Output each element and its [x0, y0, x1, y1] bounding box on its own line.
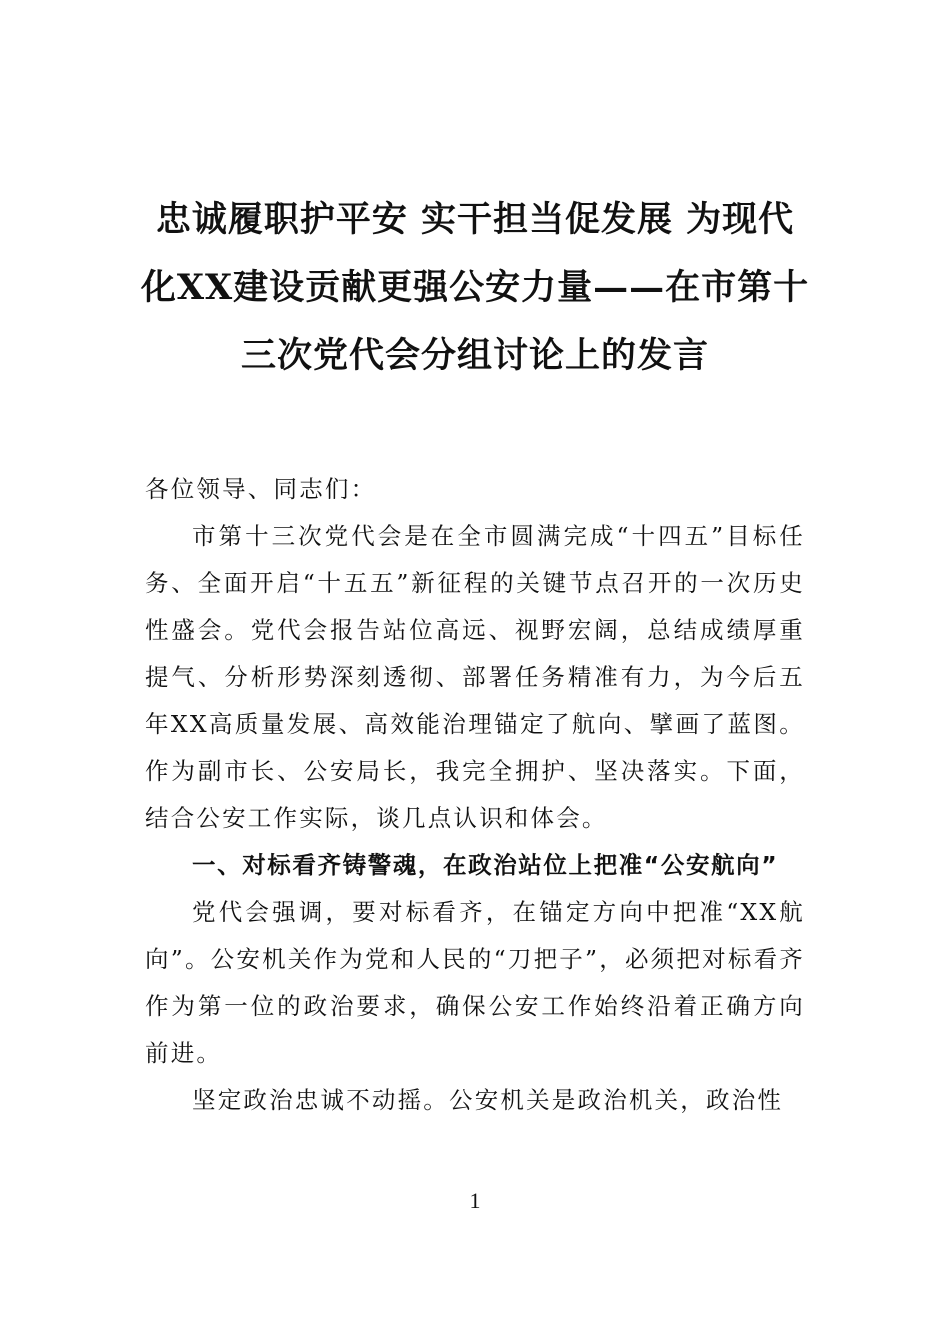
body-paragraph: 党代会强调，要对标看齐，在锚定方向中把准“XX航向”。公安机关作为党和人民的“刀把子”，必须把对标看齐作为第一位的政治要求，确保公安工作始终沿着正确方向前进。 — [145, 898, 805, 1067]
salutation: 各位领导、同志们： — [145, 475, 377, 503]
page-number: 1 — [469, 1188, 481, 1213]
document-title: 忠诚履职护平安 实干担当促发展 为现代化XX建设贡献更强公安力量——在市第十三次党代会分组讨论上的发言 — [140, 199, 810, 376]
document-body — [145, 466, 805, 1124]
section-heading: 一、对标看齐铸警魂，在政治站位上把准“公安航向” — [192, 851, 779, 879]
body-paragraph: 市第十三次党代会是在全市圆满完成“十四五”目标任务、全面开启“十五五”新征程的关键节点召开的一次历史性盛会。党代会报告站位高远、视野宏阔，总结成绩厚重提气、分析形势深刻透彻、部署任务精准有力，为今后五年XX高质量发展、高效能治理锚定了航向、擘画了蓝图。作为副市长、公安局长，我完全拥护、坚决落实。下面，结合公安工作实际，谈几点认识和体会。 — [145, 522, 805, 832]
body-paragraph: 坚定政治忠诚不动摇。公安机关是政治机关，政治性 — [192, 1086, 784, 1114]
